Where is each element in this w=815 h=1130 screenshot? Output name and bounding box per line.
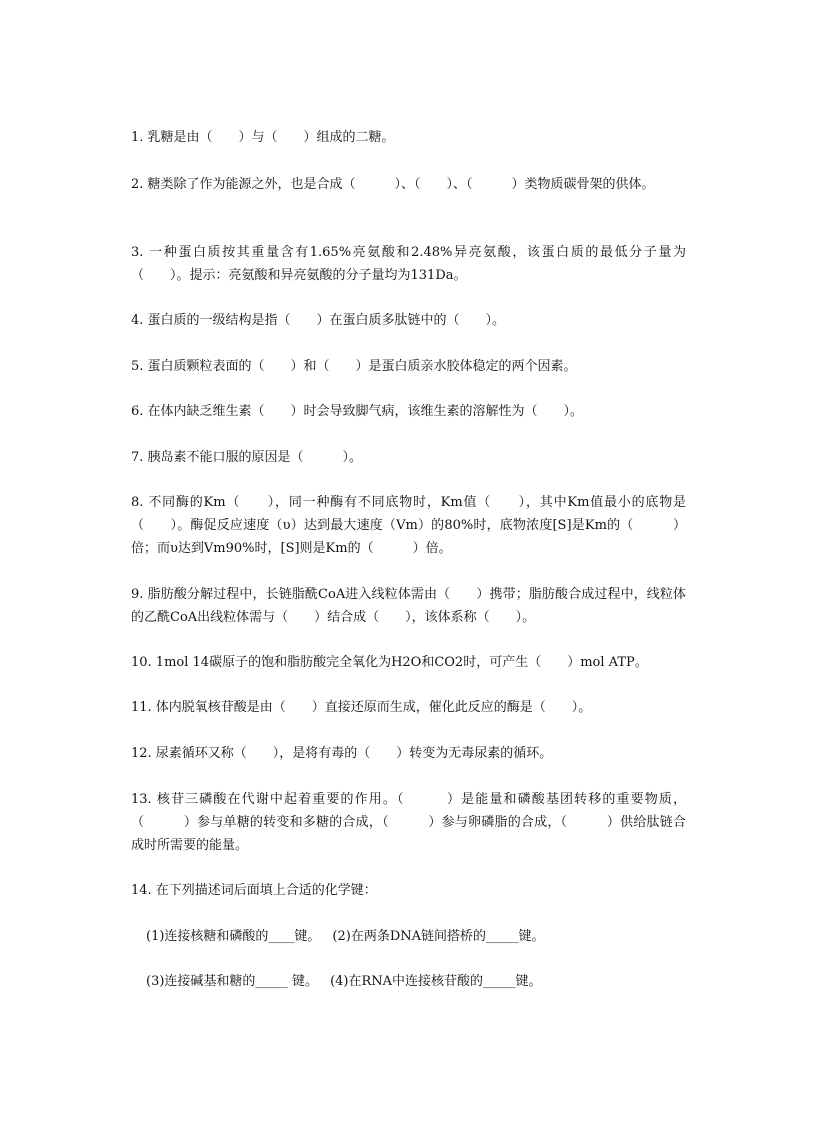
- q14-item-2: (2)在两条DNA链间搭桥的_____键。: [332, 929, 545, 944]
- question-7: 7. 胰岛素不能口服的原因是（ ）。: [131, 450, 363, 465]
- question-4: 4. 蛋白质的一级结构是指（ ）在蛋白质多肽链中的（ ）。: [131, 313, 506, 328]
- question-3: 3. 一种蛋白质按其重量含有1.65%亮氨酸和2.48%异亮氨酸，该蛋白质的最低分子量为（ ）。提示：亮氨酸和异亮氨酸的分子量均为131Da。: [131, 245, 686, 283]
- q14-item-3: (3)连接碱基和糖的_____ 键。: [146, 974, 319, 989]
- question-13: 13. 核苷三磷酸在代谢中起着重要的作用。（ ）是能量和磷酸基团转移的重要物质，（ ）参与单糖的转变和多糖的合成，（ ）参与卵磷脂的合成，（ ）供给肽链合成时所需要的能量。: [131, 792, 686, 853]
- q14-row-1: [146, 925, 686, 948]
- q14-item-1: (1)连接核糖和磷酸的____键。: [146, 929, 321, 944]
- question-12: 12. 尿素循环又称（ ），是将有毒的（ ）转变为无毒尿素的循环。: [131, 746, 553, 761]
- question-8: 8. 不同酶的Km（ ），同一种酶有不同底物时，Km值（ ），其中Km值最小的底物是（ ）。酶促反应速度（υ）达到最大速度（Vm）的80%时，底物浓度[S]是Km的（ ）倍；而υ达到Vm90%时，[S]则是Km的（ ）倍。: [131, 495, 686, 556]
- question-14: 14. 在下列描述词后面填上合适的化学键：: [131, 883, 377, 898]
- question-1: 1. 乳糖是由（ ）与（ ）组成的二糖。: [131, 130, 395, 145]
- question-9: 9. 脂肪酸分解过程中，长链脂酰CoA进入线粒体需由（ ）携带；脂肪酸合成过程中，线粒体的乙酰CoA出线粒体需与（ ）结合成（ ），该体系称（ ）。: [131, 587, 686, 625]
- q14-row-2: [146, 970, 686, 993]
- question-11: 11. 体内脱氧核苷酸是由（ ）直接还原而生成，催化此反应的酶是（ ）。: [131, 700, 592, 715]
- question-5: 5. 蛋白质颗粒表面的（ ）和（ ）是蛋白质亲水胶体稳定的两个因素。: [131, 359, 577, 374]
- question-2: 2. 糖类除了作为能源之外，也是合成（ ）、（ ）、（ ）类物质碳骨架的供体。: [131, 177, 655, 192]
- question-6: 6. 在体内缺乏维生素（ ）时会导致脚气病，该维生素的溶解性为（ ）。: [131, 404, 584, 419]
- question-10: 10. 1mol 14碳原子的饱和脂肪酸完全氧化为H2O和CO2时，可产生（ ）mol ATP。: [131, 655, 648, 670]
- q14-item-4: (4)在RNA中连接核苷酸的_____键。: [330, 974, 542, 989]
